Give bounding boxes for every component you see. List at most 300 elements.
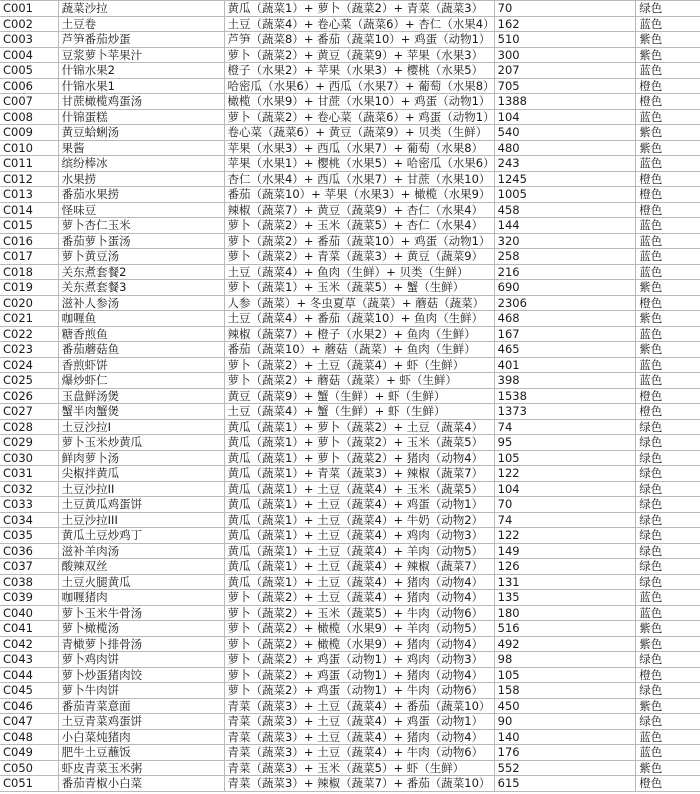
recipe-name-cell: 滋补人参汤 <box>58 295 224 311</box>
recipe-value-cell: 95 <box>494 435 636 451</box>
recipe-ingredients-cell: 青菜（蔬菜3）+ 土豆（蔬菜4）+ 番茄（蔬菜10） <box>224 698 494 714</box>
recipe-value-cell: 705 <box>494 78 636 94</box>
recipe-color-cell: 橙色 <box>636 667 700 683</box>
recipe-ingredients-cell: 萝卜（蔬菜2）+ 卷心菜（蔬菜6）+ 鸡蛋（动物1） <box>224 109 494 125</box>
recipe-ingredients-cell: 萝卜（蔬菜2）+ 玉米（蔬菜5）+ 杏仁（水果4） <box>224 218 494 234</box>
recipe-value-cell: 2306 <box>494 295 636 311</box>
table-row <box>0 636 700 652</box>
recipe-color-cell: 紫色 <box>636 342 700 358</box>
table-row <box>0 466 700 482</box>
recipe-ingredients-cell: 黄瓜（蔬菜1）+ 青菜（蔬菜3）+ 辣椒（蔬菜7） <box>224 466 494 482</box>
recipe-name-cell: 尖椒拌黄瓜 <box>58 466 224 482</box>
table-row <box>0 171 700 187</box>
recipe-color-cell: 橙色 <box>636 187 700 203</box>
table-row <box>0 528 700 544</box>
recipe-name-cell: 土豆火腿黄瓜 <box>58 574 224 590</box>
recipe-value-cell: 458 <box>494 202 636 218</box>
table-row <box>0 714 700 730</box>
recipe-name-cell: 萝卜玉米炒黄瓜 <box>58 435 224 451</box>
recipe-value-cell: 510 <box>494 32 636 48</box>
recipe-color-cell: 蓝色 <box>636 605 700 621</box>
recipe-code-cell: C028 <box>0 419 58 435</box>
table-row <box>0 202 700 218</box>
table-row <box>0 1 700 17</box>
recipe-ingredients-cell: 哈密瓜（水果6）+ 西瓜（水果7）+ 葡萄（水果8） <box>224 78 494 94</box>
recipe-name-cell: 什锦蛋糕 <box>58 109 224 125</box>
recipe-color-cell: 蓝色 <box>636 16 700 32</box>
recipe-name-cell: 果酱 <box>58 140 224 156</box>
table-row <box>0 326 700 342</box>
recipe-color-cell: 绿色 <box>636 466 700 482</box>
table-row <box>0 667 700 683</box>
recipe-ingredients-cell: 黄瓜（蔬菜1）+ 萝卜（蔬菜2）+ 青菜（蔬菜3） <box>224 1 494 17</box>
recipe-ingredients-cell: 辣椒（蔬菜7）+ 黄豆（蔬菜9）+ 杏仁（水果4） <box>224 202 494 218</box>
recipe-code-cell: C032 <box>0 481 58 497</box>
table-row <box>0 78 700 94</box>
recipe-ingredients-cell: 青菜（蔬菜3）+ 土豆（蔬菜4）+ 猪肉（动物4） <box>224 729 494 745</box>
recipe-ingredients-cell: 土豆（蔬菜4）+ 番茄（蔬菜10）+ 鱼肉（生鲜） <box>224 311 494 327</box>
recipe-value-cell: 167 <box>494 326 636 342</box>
recipe-color-cell: 橙色 <box>636 404 700 420</box>
recipe-ingredients-cell: 黄瓜（蔬菜1）+ 萝卜（蔬菜2）+ 土豆（蔬菜4） <box>224 419 494 435</box>
recipe-name-cell: 萝卜炒蛋猪肉饺 <box>58 667 224 683</box>
recipe-code-cell: C050 <box>0 760 58 776</box>
recipe-code-cell: C025 <box>0 373 58 389</box>
recipe-value-cell: 122 <box>494 528 636 544</box>
recipe-color-cell: 蓝色 <box>636 156 700 172</box>
recipe-color-cell: 绿色 <box>636 652 700 668</box>
table-row <box>0 574 700 590</box>
table-row <box>0 745 700 761</box>
recipe-code-cell: C041 <box>0 621 58 637</box>
recipe-ingredients-cell: 橄榄（水果9）+ 甘蔗（水果10）+ 鸡蛋（动物1） <box>224 94 494 110</box>
table-row <box>0 543 700 559</box>
recipe-ingredients-cell: 卷心菜（蔬菜6）+ 黄豆（蔬菜9）+ 贝类（生鲜） <box>224 125 494 141</box>
recipe-color-cell: 绿色 <box>636 481 700 497</box>
recipe-value-cell: 105 <box>494 667 636 683</box>
recipe-value-cell: 74 <box>494 419 636 435</box>
recipe-ingredients-cell: 黄瓜（蔬菜1）+ 土豆（蔬菜4）+ 鸡蛋（动物1） <box>224 497 494 513</box>
recipe-name-cell: 鲜肉萝卜汤 <box>58 450 224 466</box>
table-row <box>0 32 700 48</box>
recipe-code-cell: C036 <box>0 543 58 559</box>
table-row <box>0 776 700 792</box>
recipe-value-cell: 540 <box>494 125 636 141</box>
recipe-color-cell: 橙色 <box>636 776 700 792</box>
recipe-value-cell: 176 <box>494 745 636 761</box>
recipe-code-cell: C026 <box>0 388 58 404</box>
recipe-value-cell: 1373 <box>494 404 636 420</box>
recipe-code-cell: C016 <box>0 233 58 249</box>
recipe-code-cell: C048 <box>0 729 58 745</box>
recipe-color-cell: 橙色 <box>636 388 700 404</box>
recipe-color-cell: 紫色 <box>636 280 700 296</box>
recipe-value-cell: 465 <box>494 342 636 358</box>
recipe-code-cell: C040 <box>0 605 58 621</box>
recipe-color-cell: 橙色 <box>636 171 700 187</box>
recipe-ingredients-cell: 萝卜（蔬菜2）+ 黄豆（蔬菜9）+ 苹果（水果3） <box>224 47 494 63</box>
recipe-ingredients-cell: 黄瓜（蔬菜1）+ 萝卜（蔬菜2）+ 玉米（蔬菜5） <box>224 435 494 451</box>
table-row <box>0 187 700 203</box>
table-row <box>0 497 700 513</box>
recipe-value-cell: 104 <box>494 481 636 497</box>
recipe-ingredients-cell: 人参（蔬菜）+ 冬虫夏草（蔬菜）+ 蘑菇（蔬菜） <box>224 295 494 311</box>
recipe-color-cell: 蓝色 <box>636 357 700 373</box>
recipe-name-cell: 土豆卷 <box>58 16 224 32</box>
recipe-color-cell: 紫色 <box>636 311 700 327</box>
recipe-value-cell: 149 <box>494 543 636 559</box>
recipe-name-cell: 缤纷棒冰 <box>58 156 224 172</box>
recipe-color-cell: 紫色 <box>636 621 700 637</box>
recipe-name-cell: 小白菜炖猪肉 <box>58 729 224 745</box>
recipe-value-cell: 180 <box>494 605 636 621</box>
recipe-name-cell: 土豆黄瓜鸡蛋饼 <box>58 497 224 513</box>
recipe-name-cell: 番茄水果捞 <box>58 187 224 203</box>
recipe-code-cell: C033 <box>0 497 58 513</box>
recipe-ingredients-cell: 萝卜（蔬菜2）+ 玉米（蔬菜5）+ 牛肉（动物6） <box>224 605 494 621</box>
recipe-ingredients-cell: 土豆（蔬菜4）+ 鱼肉（生鲜）+ 贝类（生鲜） <box>224 264 494 280</box>
recipe-value-cell: 1005 <box>494 187 636 203</box>
recipe-name-cell: 土豆青菜鸡蛋饼 <box>58 714 224 730</box>
recipe-color-cell: 绿色 <box>636 1 700 17</box>
recipe-name-cell: 香煎虾饼 <box>58 357 224 373</box>
recipe-code-cell: C031 <box>0 466 58 482</box>
recipe-color-cell: 紫色 <box>636 760 700 776</box>
recipe-ingredients-cell: 萝卜（蔬菜2）+ 蘑菇（蔬菜）+ 虾（生鲜） <box>224 373 494 389</box>
table-row <box>0 652 700 668</box>
recipe-name-cell: 甘蔗橄榄鸡蛋汤 <box>58 94 224 110</box>
recipe-ingredients-cell: 黄瓜（蔬菜1）+ 土豆（蔬菜4）+ 牛奶（动物2） <box>224 512 494 528</box>
recipe-name-cell: 土豆沙拉I <box>58 419 224 435</box>
table-row <box>0 605 700 621</box>
recipe-name-cell: 芦笋番茄炒蛋 <box>58 32 224 48</box>
recipe-name-cell: 萝卜杏仁玉米 <box>58 218 224 234</box>
recipe-ingredients-cell: 萝卜（蔬菜2）+ 土豆（蔬菜4）+ 猪肉（动物4） <box>224 590 494 606</box>
recipe-code-cell: C007 <box>0 94 58 110</box>
recipe-value-cell: 401 <box>494 357 636 373</box>
recipe-name-cell: 滋补羊肉汤 <box>58 543 224 559</box>
recipe-name-cell: 蟹半肉蟹煲 <box>58 404 224 420</box>
recipe-value-cell: 615 <box>494 776 636 792</box>
recipe-value-cell: 162 <box>494 16 636 32</box>
recipe-color-cell: 紫色 <box>636 47 700 63</box>
recipe-code-cell: C019 <box>0 280 58 296</box>
recipe-color-cell: 紫色 <box>636 636 700 652</box>
recipe-code-cell: C034 <box>0 512 58 528</box>
recipe-name-cell: 黄豆蛤蜊汤 <box>58 125 224 141</box>
recipe-name-cell: 青橄萝卜排骨汤 <box>58 636 224 652</box>
recipe-value-cell: 140 <box>494 729 636 745</box>
recipe-name-cell: 关东煮套餐3 <box>58 280 224 296</box>
recipe-ingredients-cell: 橙子（水果2）+ 苹果（水果3）+ 樱桃（水果5） <box>224 63 494 79</box>
recipe-name-cell: 水果捞 <box>58 171 224 187</box>
recipe-name-cell: 玉盘鲜汤煲 <box>58 388 224 404</box>
recipe-value-cell: 1538 <box>494 388 636 404</box>
table-row <box>0 450 700 466</box>
recipe-ingredients-cell: 土豆（蔬菜4）+ 卷心菜（蔬菜6）+ 杏仁（水果4） <box>224 16 494 32</box>
recipe-color-cell: 蓝色 <box>636 373 700 389</box>
recipe-color-cell: 蓝色 <box>636 326 700 342</box>
recipe-color-cell: 橙色 <box>636 94 700 110</box>
recipe-name-cell: 萝卜橄榄汤 <box>58 621 224 637</box>
recipe-value-cell: 552 <box>494 760 636 776</box>
recipe-ingredients-cell: 苹果（水果3）+ 西瓜（水果7）+ 葡萄（水果8） <box>224 140 494 156</box>
recipe-code-cell: C021 <box>0 311 58 327</box>
recipe-code-cell: C022 <box>0 326 58 342</box>
recipe-color-cell: 紫色 <box>636 140 700 156</box>
recipe-code-cell: C009 <box>0 125 58 141</box>
table-row <box>0 311 700 327</box>
table-row <box>0 683 700 699</box>
table-row <box>0 16 700 32</box>
recipe-code-cell: C015 <box>0 218 58 234</box>
recipe-code-cell: C045 <box>0 683 58 699</box>
recipe-ingredients-cell: 萝卜（蔬菜2）+ 番茄（蔬菜10）+ 鸡蛋（动物1） <box>224 233 494 249</box>
recipe-color-cell: 蓝色 <box>636 233 700 249</box>
recipe-ingredients-cell: 黄瓜（蔬菜1）+ 土豆（蔬菜4）+ 玉米（蔬菜5） <box>224 481 494 497</box>
table-row <box>0 419 700 435</box>
recipe-name-cell: 怪味豆 <box>58 202 224 218</box>
recipe-color-cell: 绿色 <box>636 435 700 451</box>
recipe-value-cell: 258 <box>494 249 636 265</box>
recipe-name-cell: 什锦水果1 <box>58 78 224 94</box>
recipe-value-cell: 320 <box>494 233 636 249</box>
recipe-ingredients-cell: 萝卜（蔬菜2）+ 橄榄（水果9）+ 羊肉（动物5） <box>224 621 494 637</box>
recipe-value-cell: 480 <box>494 140 636 156</box>
recipe-ingredients-cell: 黄瓜（蔬菜1）+ 土豆（蔬菜4）+ 羊肉（动物5） <box>224 543 494 559</box>
recipe-code-cell: C012 <box>0 171 58 187</box>
recipe-ingredients-cell: 青菜（蔬菜3）+ 辣椒（蔬菜7）+ 番茄（蔬菜10） <box>224 776 494 792</box>
recipe-color-cell: 蓝色 <box>636 109 700 125</box>
recipe-name-cell: 萝卜玉米牛骨汤 <box>58 605 224 621</box>
recipe-color-cell: 绿色 <box>636 559 700 575</box>
recipe-name-cell: 黄瓜土豆炒鸡丁 <box>58 528 224 544</box>
recipe-ingredients-cell: 萝卜（蔬菜2）+ 橄榄（水果9）+ 猪肉（动物4） <box>224 636 494 652</box>
recipe-code-cell: C030 <box>0 450 58 466</box>
table-row <box>0 435 700 451</box>
table-row <box>0 156 700 172</box>
recipe-ingredients-cell: 黄豆（蔬菜9）+ 蟹（生鲜）+ 虾（生鲜） <box>224 388 494 404</box>
recipe-color-cell: 蓝色 <box>636 218 700 234</box>
table-row <box>0 233 700 249</box>
recipe-value-cell: 1388 <box>494 94 636 110</box>
recipe-code-cell: C038 <box>0 574 58 590</box>
recipe-value-cell: 468 <box>494 311 636 327</box>
recipe-ingredients-cell: 芦笋（蔬菜8）+ 番茄（蔬菜10）+ 鸡蛋（动物1） <box>224 32 494 48</box>
recipe-ingredients-cell: 萝卜（蔬菜2）+ 鸡蛋（动物1）+ 牛肉（动物6） <box>224 683 494 699</box>
recipe-color-cell: 绿色 <box>636 512 700 528</box>
recipe-name-cell: 关东煮套餐2 <box>58 264 224 280</box>
recipe-color-cell: 橙色 <box>636 78 700 94</box>
table-row <box>0 373 700 389</box>
recipe-value-cell: 1245 <box>494 171 636 187</box>
recipe-value-cell: 690 <box>494 280 636 296</box>
recipe-name-cell: 土豆沙拉II <box>58 481 224 497</box>
recipe-value-cell: 158 <box>494 683 636 699</box>
recipe-name-cell: 爆炒虾仁 <box>58 373 224 389</box>
recipe-code-cell: C027 <box>0 404 58 420</box>
recipe-value-cell: 122 <box>494 466 636 482</box>
recipe-code-cell: C013 <box>0 187 58 203</box>
table-row <box>0 249 700 265</box>
recipe-name-cell: 番茄萝卜蛋汤 <box>58 233 224 249</box>
recipe-code-cell: C006 <box>0 78 58 94</box>
recipe-name-cell: 土豆沙拉III <box>58 512 224 528</box>
recipe-color-cell: 蓝色 <box>636 729 700 745</box>
table-row <box>0 404 700 420</box>
recipe-color-cell: 紫色 <box>636 125 700 141</box>
table-row <box>0 481 700 497</box>
recipe-value-cell: 70 <box>494 1 636 17</box>
recipe-code-cell: C047 <box>0 714 58 730</box>
recipe-ingredients-cell: 萝卜（蔬菜2）+ 鸡蛋（动物1）+ 猪肉（动物4） <box>224 667 494 683</box>
recipe-value-cell: 90 <box>494 714 636 730</box>
recipe-ingredients-cell: 黄瓜（蔬菜1）+ 萝卜（蔬菜2）+ 猪肉（动物4） <box>224 450 494 466</box>
recipe-name-cell: 什锦水果2 <box>58 63 224 79</box>
recipe-code-cell: C042 <box>0 636 58 652</box>
recipe-value-cell: 516 <box>494 621 636 637</box>
recipe-table-body <box>0 1 700 792</box>
recipe-color-cell: 绿色 <box>636 419 700 435</box>
recipe-color-cell: 紫色 <box>636 698 700 714</box>
recipe-value-cell: 126 <box>494 559 636 575</box>
recipe-color-cell: 橙色 <box>636 295 700 311</box>
recipe-color-cell: 蓝色 <box>636 249 700 265</box>
recipe-value-cell: 105 <box>494 450 636 466</box>
recipe-name-cell: 糖香煎鱼 <box>58 326 224 342</box>
recipe-color-cell: 蓝色 <box>636 590 700 606</box>
table-row <box>0 590 700 606</box>
table-row <box>0 94 700 110</box>
recipe-code-cell: C029 <box>0 435 58 451</box>
recipe-color-cell: 绿色 <box>636 683 700 699</box>
recipe-ingredients-cell: 番茄（蔬菜10）+ 苹果（水果3）+ 橄榄（水果9） <box>224 187 494 203</box>
table-row <box>0 559 700 575</box>
recipe-code-cell: C001 <box>0 1 58 17</box>
recipe-value-cell: 104 <box>494 109 636 125</box>
recipe-name-cell: 番茄青椒小白菜 <box>58 776 224 792</box>
recipe-value-cell: 135 <box>494 590 636 606</box>
table-row <box>0 295 700 311</box>
recipe-code-cell: C037 <box>0 559 58 575</box>
recipe-ingredients-cell: 青菜（蔬菜3）+ 土豆（蔬菜4）+ 鸡蛋（动物1） <box>224 714 494 730</box>
table-row <box>0 357 700 373</box>
recipe-value-cell: 131 <box>494 574 636 590</box>
recipe-name-cell: 蔬菜沙拉 <box>58 1 224 17</box>
recipe-value-cell: 300 <box>494 47 636 63</box>
recipe-ingredients-cell: 番茄（蔬菜10）+ 蘑菇（蔬菜）+ 鱼肉（生鲜） <box>224 342 494 358</box>
table-row <box>0 63 700 79</box>
recipe-value-cell: 450 <box>494 698 636 714</box>
recipe-ingredients-cell: 青菜（蔬菜3）+ 土豆（蔬菜4）+ 牛肉（动物6） <box>224 745 494 761</box>
recipe-code-cell: C002 <box>0 16 58 32</box>
recipe-ingredients-cell: 青菜（蔬菜3）+ 玉米（蔬菜5）+ 虾（生鲜） <box>224 760 494 776</box>
recipe-code-cell: C043 <box>0 652 58 668</box>
recipe-code-cell: C046 <box>0 698 58 714</box>
table-row <box>0 729 700 745</box>
recipe-code-cell: C017 <box>0 249 58 265</box>
recipe-code-cell: C011 <box>0 156 58 172</box>
recipe-value-cell: 492 <box>494 636 636 652</box>
recipe-code-cell: C051 <box>0 776 58 792</box>
recipe-code-cell: C024 <box>0 357 58 373</box>
recipe-color-cell: 绿色 <box>636 450 700 466</box>
table-row <box>0 47 700 63</box>
recipe-code-cell: C005 <box>0 63 58 79</box>
recipe-code-cell: C035 <box>0 528 58 544</box>
table-row <box>0 698 700 714</box>
recipe-color-cell: 绿色 <box>636 574 700 590</box>
recipe-name-cell: 番茄蘑菇鱼 <box>58 342 224 358</box>
recipe-value-cell: 70 <box>494 497 636 513</box>
recipe-name-cell: 萝卜鸡肉饼 <box>58 652 224 668</box>
recipe-color-cell: 蓝色 <box>636 63 700 79</box>
recipe-value-cell: 74 <box>494 512 636 528</box>
recipe-code-cell: C014 <box>0 202 58 218</box>
table-row <box>0 342 700 358</box>
recipe-ingredients-cell: 萝卜（蔬菜2）+ 青菜（蔬菜3）+ 黄豆（蔬菜9） <box>224 249 494 265</box>
recipe-name-cell: 咖喱鱼 <box>58 311 224 327</box>
recipe-code-cell: C008 <box>0 109 58 125</box>
recipe-name-cell: 萝卜牛肉饼 <box>58 683 224 699</box>
recipe-code-cell: C039 <box>0 590 58 606</box>
recipe-code-cell: C018 <box>0 264 58 280</box>
table-row <box>0 140 700 156</box>
table-row <box>0 125 700 141</box>
recipe-ingredients-cell: 萝卜（蔬菜2）+ 土豆（蔬菜4）+ 虾（生鲜） <box>224 357 494 373</box>
recipe-value-cell: 216 <box>494 264 636 280</box>
recipe-ingredients-cell: 土豆（蔬菜4）+ 蟹（生鲜）+ 虾（生鲜） <box>224 404 494 420</box>
recipe-value-cell: 207 <box>494 63 636 79</box>
table-row <box>0 388 700 404</box>
table-row <box>0 109 700 125</box>
recipe-value-cell: 398 <box>494 373 636 389</box>
recipe-code-cell: C020 <box>0 295 58 311</box>
recipe-color-cell: 绿色 <box>636 497 700 513</box>
recipe-ingredients-cell: 黄瓜（蔬菜1）+ 土豆（蔬菜4）+ 猪肉（动物4） <box>224 574 494 590</box>
recipe-ingredients-cell: 萝卜（蔬菜1）+ 玉米（蔬菜5）+ 蟹（生鲜） <box>224 280 494 296</box>
recipe-name-cell: 豆浆萝卜苹果汁 <box>58 47 224 63</box>
recipe-code-cell: C003 <box>0 32 58 48</box>
recipe-color-cell: 橙色 <box>636 202 700 218</box>
recipe-ingredients-cell: 苹果（水果1）+ 樱桃（水果5）+ 哈密瓜（水果6） <box>224 156 494 172</box>
recipe-ingredients-cell: 杏仁（水果4）+ 西瓜（水果7）+ 甘蔗（水果10） <box>224 171 494 187</box>
recipe-name-cell: 咖喱猪肉 <box>58 590 224 606</box>
recipe-color-cell: 紫色 <box>636 32 700 48</box>
table-row <box>0 264 700 280</box>
recipe-color-cell: 绿色 <box>636 714 700 730</box>
recipe-color-cell: 蓝色 <box>636 264 700 280</box>
recipe-name-cell: 肥牛土豆蘸饭 <box>58 745 224 761</box>
recipe-ingredients-cell: 辣椒（蔬菜7）+ 橙子（水果2）+ 鱼肉（生鲜） <box>224 326 494 342</box>
table-row <box>0 621 700 637</box>
recipe-color-cell: 绿色 <box>636 528 700 544</box>
table-row <box>0 512 700 528</box>
recipe-name-cell: 酸辣双丝 <box>58 559 224 575</box>
recipe-code-cell: C023 <box>0 342 58 358</box>
recipe-value-cell: 98 <box>494 652 636 668</box>
recipe-code-cell: C044 <box>0 667 58 683</box>
recipe-color-cell: 绿色 <box>636 543 700 559</box>
recipe-value-cell: 144 <box>494 218 636 234</box>
table-row <box>0 760 700 776</box>
recipe-color-cell: 蓝色 <box>636 745 700 761</box>
recipe-ingredients-cell: 黄瓜（蔬菜1）+ 土豆（蔬菜4）+ 鸡肉（动物3） <box>224 528 494 544</box>
recipe-name-cell: 虾皮青菜玉米粥 <box>58 760 224 776</box>
recipe-code-cell: C049 <box>0 745 58 761</box>
recipe-code-cell: C004 <box>0 47 58 63</box>
recipe-ingredients-cell: 萝卜（蔬菜2）+ 鸡蛋（动物1）+ 鸡肉（动物3） <box>224 652 494 668</box>
